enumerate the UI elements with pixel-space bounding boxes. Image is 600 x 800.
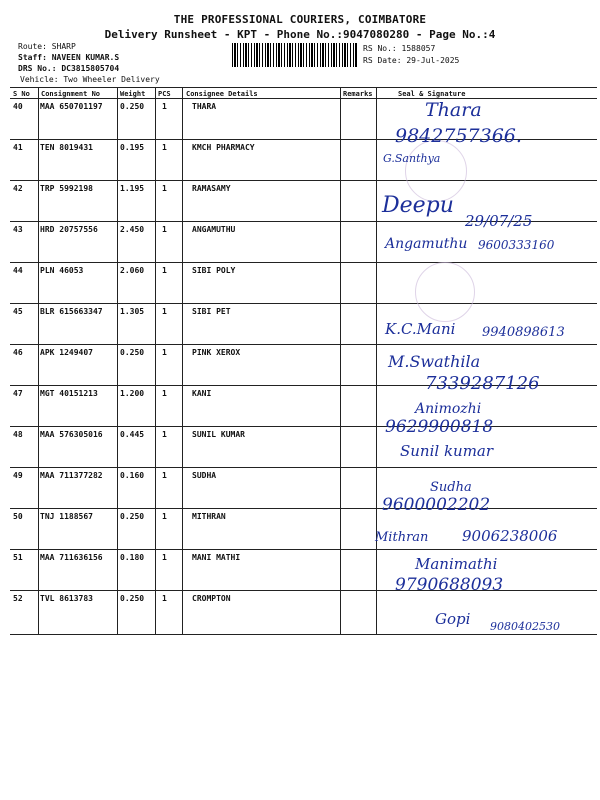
cell-consignee: ANGAMUTHU [192,225,236,234]
cell-weight: 0.160 [120,471,145,480]
cell-sno: 52 [13,594,23,603]
cell-weight: 1.200 [120,389,145,398]
cell-consignee: MITHRAN [192,512,226,521]
cell-consignee: CROMPTON [192,594,231,603]
signature-handwriting: Mithran [375,530,429,545]
cell-weight: 1.305 [120,307,145,316]
cell-sno: 51 [13,553,23,562]
cell-pcs: 1 [162,471,167,480]
cell-sno: 40 [13,102,23,111]
signature-handwriting: 9842757366. [395,125,522,147]
cell-consignee: KMCH PHARMACY [192,143,255,152]
signature-handwriting: Thara [425,99,482,121]
cell-weight: 0.180 [120,553,145,562]
seal-stamp [415,262,475,322]
cell-sno: 48 [13,430,23,439]
signature-handwriting: G.Santhya [383,152,441,165]
cell-weight: 1.195 [120,184,145,193]
company-title: THE PROFESSIONAL COURIERS, COIMBATORE [173,13,427,26]
route-label: Route: [18,42,47,51]
signature-handwriting: 9600333160 [478,238,555,252]
cell-pcs: 1 [162,307,167,316]
cell-sno: 44 [13,266,23,275]
cell-pcs: 1 [162,266,167,275]
signature-handwriting: 9080402530 [490,620,560,633]
signature-handwriting: Manimathi [415,555,498,573]
signature-handwriting: 9006238006 [462,527,558,545]
cell-pcs: 1 [162,184,167,193]
cell-consignee: SIBI PET [192,307,231,316]
header-seal: Seal & Signature [398,90,466,98]
signature-handwriting: 7339287126 [425,373,540,394]
cell-pcs: 1 [162,594,167,603]
cell-weight: 0.250 [120,512,145,521]
cell-sno: 46 [13,348,23,357]
cell-sno: 45 [13,307,23,316]
signature-handwriting: Sudha [430,480,472,495]
signature-handwriting: 29/07/25 [465,212,533,230]
staff-field [18,53,119,62]
signature-handwriting: Animozhi [415,401,482,417]
signature-handwriting: Sunil kumar [400,442,494,460]
cell-pcs: 1 [162,553,167,562]
cell-sno: 43 [13,225,23,234]
rs-no-field [363,44,435,53]
drs-label: DRS No.: [18,64,57,73]
cell-consignee: SUNIL KUMAR [192,430,245,439]
cell-weight: 0.250 [120,594,145,603]
cell-pcs: 1 [162,102,167,111]
route-field [18,42,76,51]
cell-consignment: PLN 46053 [40,266,84,275]
staff-value: NAVEEN KUMAR.S [51,53,120,62]
cell-consignee: THARA [192,102,217,111]
header-pcs: PCS [158,90,171,98]
cell-pcs: 1 [162,143,167,152]
cell-pcs: 1 [162,430,167,439]
vehicle-field [20,75,160,84]
cell-consignment: MAA 711636156 [40,553,103,562]
cell-weight: 2.450 [120,225,145,234]
header-sno: S No [13,90,30,98]
vehicle-value: Two Wheeler Delivery [63,75,160,84]
cell-consignment: TVL 8613783 [40,594,93,603]
runsheet-table [10,87,597,635]
rs-date-field [363,56,459,65]
signature-handwriting: 9629900818 [385,417,494,437]
rs-no-label: RS No.: [363,44,397,53]
rs-date-value: 29-Jul-2025 [406,56,460,65]
cell-consignee: RAMASAMY [192,184,231,193]
cell-consignment: HRD 20757556 [40,225,98,234]
header-weight: Weight [120,90,146,98]
rs-date-label: RS Date: [363,56,402,65]
signature-handwriting: 9600002202 [382,495,491,515]
route-value: SHARP [51,42,76,51]
vehicle-label: Vehicle: [20,75,59,84]
cell-consignee: SIBI POLY [192,266,236,275]
cell-consignment: TRP 5992198 [40,184,93,193]
cell-sno: 42 [13,184,23,193]
cell-sno: 41 [13,143,23,152]
cell-consignee: PINK XEROX [192,348,241,357]
cell-consignment: TEN 8019431 [40,143,93,152]
cell-sno: 49 [13,471,23,480]
signature-handwriting: 9790688093 [395,575,504,595]
signature-handwriting: K.C.Mani [385,320,456,338]
signature-handwriting: Angamuthu [385,236,468,252]
cell-weight: 2.060 [120,266,145,275]
cell-consignee: SUDHA [192,471,217,480]
cell-consignment: APK 1249407 [40,348,93,357]
barcode [232,43,357,67]
cell-weight: 0.250 [120,102,145,111]
cell-pcs: 1 [162,512,167,521]
cell-weight: 0.445 [120,430,145,439]
drs-field [18,64,119,73]
header-consignee: Consignee Details [186,90,258,98]
table-row [10,426,597,467]
rs-no-value: 1588057 [401,44,436,53]
cell-consignment: BLR 615663347 [40,307,103,316]
signature-handwriting: M.Swathila [388,352,481,371]
cell-consignment: MGT 40151213 [40,389,98,398]
cell-pcs: 1 [162,389,167,398]
table-row [10,549,597,590]
cell-consignment: MAA 711377282 [40,471,103,480]
cell-sno: 47 [13,389,23,398]
drs-value: DC3815805704 [61,64,120,73]
cell-consignment: MAA 576305016 [40,430,103,439]
cell-consignment: TNJ 1188567 [40,512,93,521]
staff-label: Staff: [18,53,47,62]
cell-pcs: 1 [162,225,167,234]
signature-handwriting: 9940898613 [482,325,565,340]
header-remarks: Remarks [343,90,373,98]
cell-consignee: KANI [192,389,212,398]
cell-weight: 0.250 [120,348,145,357]
cell-consignment: MAA 650701197 [40,102,103,111]
signature-handwriting: Gopi [435,610,471,628]
cell-sno: 50 [13,512,23,521]
header-consignment: Consignment No [41,90,101,98]
cell-pcs: 1 [162,348,167,357]
cell-weight: 0.195 [120,143,145,152]
table-row [10,262,597,303]
runsheet-subtitle: Delivery Runsheet - KPT - Phone No.:9047080280 - Page No.:4 [104,28,496,41]
signature-handwriting: Deepu [382,193,454,218]
cell-consignee: MANI MATHI [192,553,241,562]
table-row [10,467,597,508]
